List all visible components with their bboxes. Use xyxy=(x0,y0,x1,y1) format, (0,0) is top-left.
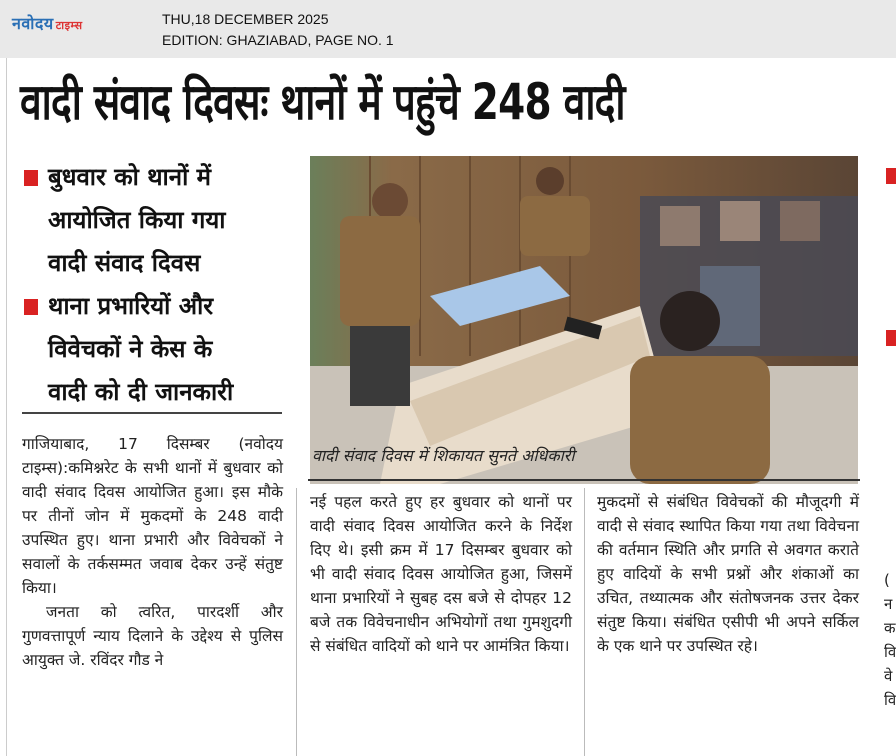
caption-rule xyxy=(308,479,860,481)
logo-main-text: नवोदय xyxy=(12,14,54,33)
police-meeting-photo xyxy=(310,156,858,484)
red-bullet-icon xyxy=(886,330,896,346)
adjacent-article-strip xyxy=(868,58,896,756)
date-line: THU,18 DECEMBER 2025 xyxy=(162,11,329,27)
red-bullet-icon xyxy=(24,170,38,186)
subhead-divider xyxy=(22,412,282,414)
article-column-1 xyxy=(22,432,283,672)
paragraph: गाजियाबाद, 17 दिसम्बर (नवोदय टाइम्स):कमिश्नरेट के सभी थानों में बुधवार को वादी संवाद दिवस आयोजित हुआ। इस मौके पर तीनों जोन में मुकदमों के 248 वादी उपस्थित हुए। थाना प्रभारी और विवेचकों ने सवालों के तर्कसम्मत जवाब देकर उन्हें संतुष्ट किया। xyxy=(22,435,283,597)
newspaper-logo[interactable] xyxy=(12,12,83,34)
adjacent-text-line: न xyxy=(884,595,893,613)
news-photo xyxy=(310,156,858,484)
subheading-1: बुधवार को थानों में आयोजित किया गया वादी संवाद दिवस xyxy=(14,156,294,285)
adjacent-text-line: वि xyxy=(884,643,896,661)
edition-info xyxy=(162,9,394,51)
column-rule xyxy=(296,488,297,756)
adjacent-text-line: वे xyxy=(884,667,893,685)
newspaper-clipping xyxy=(0,58,896,756)
photo-caption: वादी संवाद दिवस में शिकायत सुनते अधिकारी xyxy=(312,446,575,465)
edition-line: EDITION: GHAZIABAD, PAGE NO. 1 xyxy=(162,32,394,48)
adjacent-text-line: क xyxy=(884,619,896,637)
clip-edge xyxy=(0,58,7,756)
subheading-2: थाना प्रभारियों और विवेचकों ने केस के वादी को दी जानकारी xyxy=(14,285,294,414)
headline: वादी संवाद दिवसः थानों में पहुंचे 248 वादी xyxy=(20,73,625,131)
adjacent-text-line: वि xyxy=(884,691,896,709)
masthead-bar xyxy=(0,0,896,59)
red-bullet-icon xyxy=(886,168,896,184)
adjacent-text-line: ( xyxy=(884,571,890,589)
article-column-2 xyxy=(310,490,572,658)
subheadings xyxy=(14,156,294,414)
article-column-3 xyxy=(597,490,859,658)
paragraph: जनता को त्वरित, पारदर्शी और गुणवत्तापूर्ण न्याय दिलाने के उद्देश्य से पुलिस आयुक्त जे. रविंदर गौड ने xyxy=(22,603,283,669)
column-rule xyxy=(584,488,585,756)
logo-sub-text: टाइम्स xyxy=(55,19,83,32)
paragraph: मुकदमों से संबंधित विवेचकों की मौजूदगी में वादी से संवाद स्थापित किया गया तथा विवेचना की वर्तमान स्थिति और प्रगति से अवगत कराते हुए वादियों के सभी प्रश्नों और शंकाओं का उचित, तथ्यात्मक और संतोषजनक उत्तर देकर संतुष्ट किया। संबंधित एसीपी भी अपने सर्किल के एक थाने पर उपस्थित रहे। xyxy=(597,493,859,655)
red-bullet-icon xyxy=(24,299,38,315)
paragraph: नई पहल करते हुए हर बुधवार को थानों पर वादी संवाद दिवस आयोजित करने के निर्देश दिए थे। इसी क्रम में 17 दिसम्बर बुधवार को भी वादी संवाद दिवस आयोजित हुआ, जिसमें थाना प्रभारियों ने सुबह दस बजे से दोपहर 12 बजे तक विवेचनाधीन अभियोगों तथा गुमशुदगी से संबंधित वादियों को थाने पर आमंत्रित किया। xyxy=(310,493,572,655)
